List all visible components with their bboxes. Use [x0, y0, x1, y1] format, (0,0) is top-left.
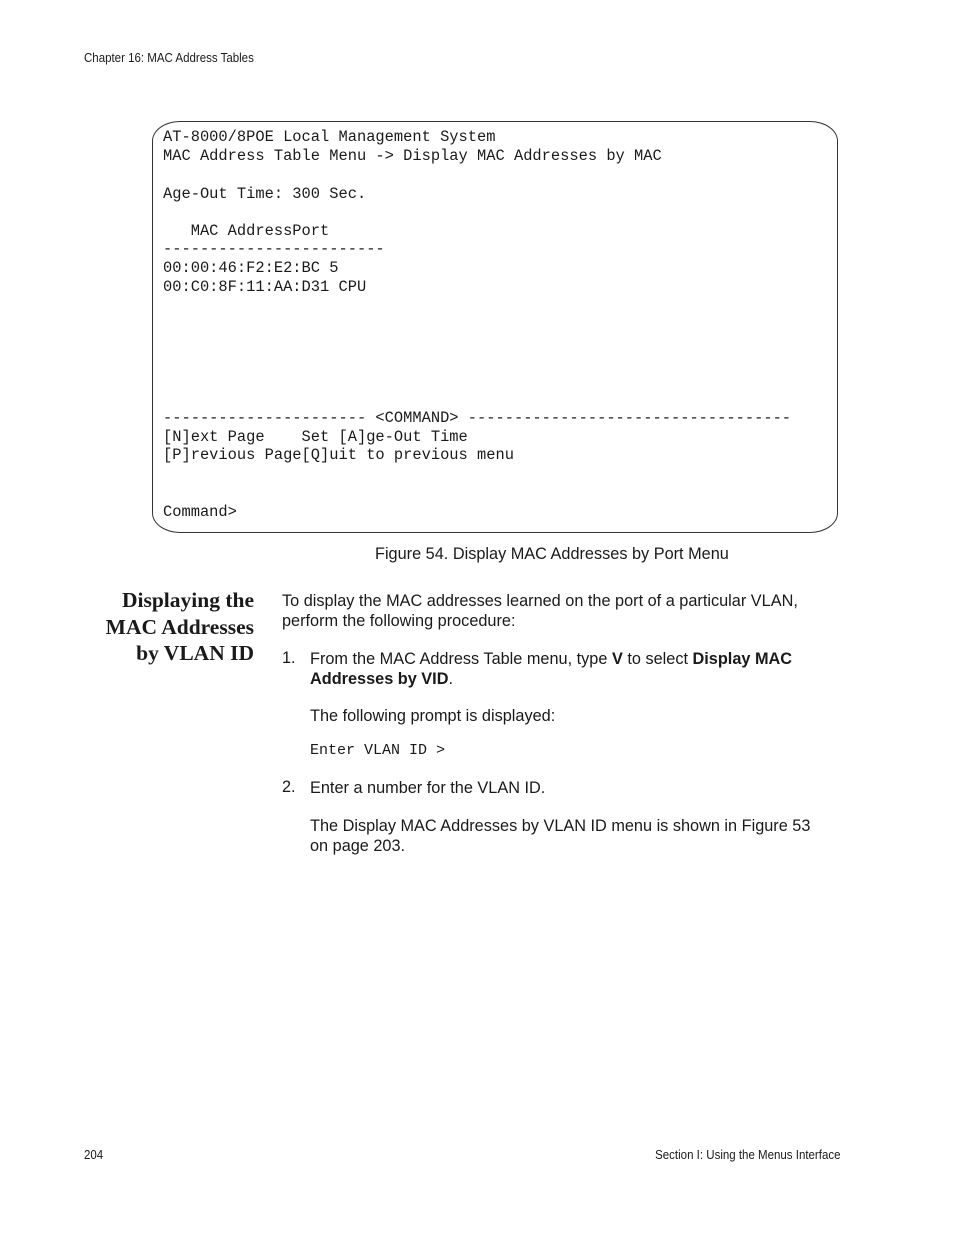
screen-row: 00:C0:8F:11:AA:D31 CPU	[163, 278, 367, 296]
step-text: to select	[622, 650, 693, 668]
intro-line: To display the MAC addresses learned on the port of a particular VLAN,	[282, 592, 798, 610]
step-number: 2.	[282, 778, 296, 796]
screen-rule: ------------------------	[163, 240, 385, 258]
screen-ageout: Age-Out Time: 300 Sec.	[163, 185, 367, 203]
step-1-note: The following prompt is displayed:	[310, 707, 556, 725]
running-head: Chapter 16: MAC Address Tables	[84, 51, 254, 65]
screen-row: 00:00:46:F2:E2:BC 5	[163, 259, 339, 277]
screen-prompt: Command>	[163, 503, 237, 521]
footer-section-title: Section I: Using the Menus Interface	[654, 1148, 840, 1162]
screen-command-bar: ---------------------- <COMMAND> -----------------------------------	[163, 409, 792, 427]
menu-option-name: Addresses by VID	[310, 670, 449, 688]
section-heading	[106, 587, 254, 667]
step-1-text	[310, 649, 792, 689]
screen-option: [P]revious Page[Q]uit to previous menu	[163, 446, 514, 464]
screen-column-header: MAC AddressPort	[163, 222, 330, 240]
step-2-note	[310, 816, 810, 856]
step-text: .	[448, 670, 453, 688]
screen-title: AT-8000/8POE Local Management System	[163, 128, 496, 146]
section-heading-line: Displaying the	[121, 588, 254, 612]
step-text: From the MAC Address Table menu, type	[310, 650, 612, 668]
step-number: 1.	[282, 649, 296, 667]
step-2-text: Enter a number for the VLAN ID.	[310, 779, 546, 797]
page-number: 204	[84, 1148, 104, 1162]
screen-option: [N]ext Page Set [A]ge-Out Time	[163, 428, 468, 446]
intro-line: perform the following procedure:	[282, 612, 516, 630]
note-line: The Display MAC Addresses by VLAN ID menu is shown in Figure 53	[310, 817, 811, 835]
menu-option-name: Display MAC	[692, 650, 793, 668]
figure-caption: Figure 54. Display MAC Addresses by Port Menu	[375, 545, 729, 563]
code-prompt: Enter VLAN ID >	[310, 742, 446, 759]
section-heading-line: MAC Addresses	[105, 614, 254, 639]
screen-menu-path: MAC Address Table Menu -> Display MAC Addresses by MAC	[163, 147, 662, 165]
section-heading-line: by VLAN ID	[136, 641, 254, 665]
step-key: V	[611, 650, 623, 668]
terminal-screen-figure	[152, 121, 838, 533]
intro-paragraph	[282, 591, 798, 631]
note-line: on page 203.	[310, 837, 406, 855]
